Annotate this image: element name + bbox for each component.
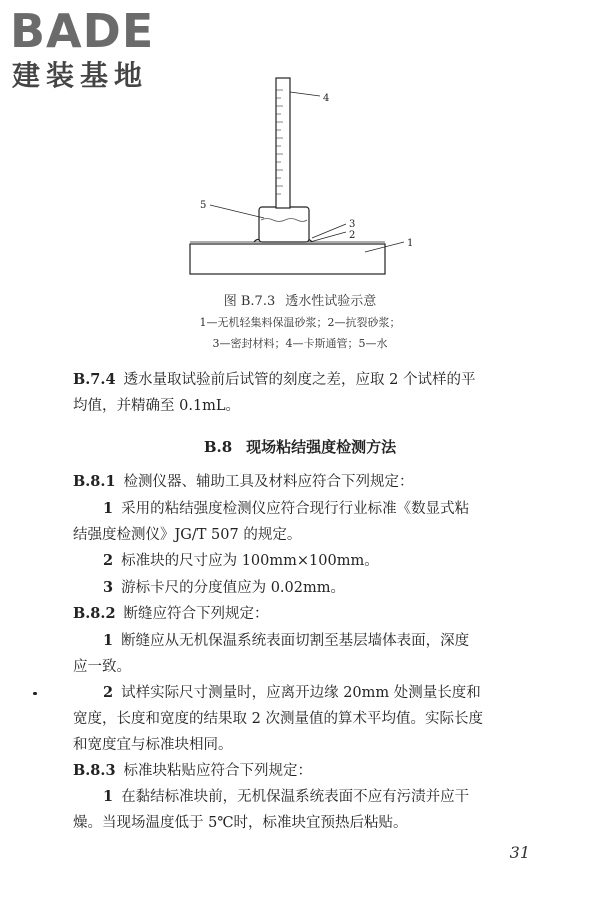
- item-b81-1-line-1: [103, 499, 600, 519]
- item-number: 1: [103, 500, 114, 517]
- figure-legend-line-2: 3—密封材料；4—卡斯通管；5—水: [212, 337, 388, 350]
- logo-subtitle: 建装基地: [12, 59, 149, 92]
- clause-b83: [73, 761, 573, 781]
- label-3: 3: [349, 219, 356, 230]
- item-b82-1-line-2: 应一致。: [73, 659, 131, 675]
- label-5: 5: [200, 200, 207, 211]
- leader-3: [312, 224, 346, 238]
- leader-5: [210, 205, 264, 218]
- item-b81-2: [103, 551, 600, 571]
- logo-wordmark: BADE: [10, 4, 155, 58]
- leader-2: [310, 232, 346, 242]
- label-2: 2: [349, 230, 356, 241]
- label-4: 4: [323, 93, 330, 104]
- item-text: 标准块的尺寸应为 100mm×100mm。: [121, 553, 379, 569]
- figure-caption-title: 透水性试验示意: [285, 294, 377, 309]
- section-number: B.8: [203, 438, 233, 456]
- item-number: 1: [103, 632, 114, 649]
- item-b81-1-line-2: 结强度检测仪》JG/T 507 的规定。: [73, 527, 302, 543]
- clause-text: 标准块粘贴应符合下列规定：: [123, 763, 313, 779]
- item-b82-2-line-2: 宽度，长度和宽度的结果取 2 次测量值的算术平均值。实际长度: [73, 711, 483, 727]
- page-number: 31: [509, 843, 530, 862]
- item-text: 采用的粘结强度检测仪应符合现行行业标准《数显式粘: [121, 501, 470, 517]
- clause-b74-line-2: 均值，并精确至 0.1mL。: [73, 398, 241, 414]
- clause-number: B.7.4: [73, 371, 116, 388]
- clause-text: 透水量取试验前后试管的刻度之差，应取 2 个试样的平: [123, 372, 476, 388]
- item-b82-2-line-3: 和宽度宜与标准块相同。: [73, 737, 233, 753]
- item-text: 游标卡尺的分度值应为 0.02mm。: [121, 580, 345, 596]
- figure-caption-number: 图 B.7.3: [223, 294, 276, 309]
- clause-number: B.8.3: [73, 762, 116, 779]
- item-b82-1-line-1: [103, 631, 600, 651]
- figure-legend-line-1: 1—无机轻集料保温砂浆；2—抗裂砂浆；: [199, 316, 401, 329]
- item-number: 2: [103, 552, 114, 569]
- item-text: 在黏结标准块前，无机保温系统表面不应有污渍并应干: [121, 789, 470, 805]
- item-b83-1-line-2: 燥。当现场温度低于 5℃时，标准块宜预热后粘贴。: [73, 815, 408, 831]
- section-title: 现场粘结强度检测方法: [246, 438, 397, 456]
- figure-caption: [0, 290, 600, 309]
- item-text: 断缝应从无机保温系统表面切割至基层墙体表面，深度: [121, 633, 470, 649]
- clause-b74-line-1: [73, 370, 573, 390]
- permeability-test-diagram: [180, 72, 430, 284]
- insulation-mortar-slab: [190, 244, 385, 274]
- leader-4: [290, 92, 320, 96]
- clause-text: 检测仪器、辅助工具及材料应符合下列规定：: [123, 474, 414, 490]
- item-text: 试样实际尺寸测量时，应离开边缘 20mm 处测量长度和: [121, 685, 481, 701]
- water-cup: [259, 207, 309, 242]
- logo: [10, 6, 180, 96]
- label-1: 1: [407, 238, 414, 249]
- item-b83-1-line-1: [103, 787, 600, 807]
- clause-text: 断缝应符合下列规定：: [123, 606, 269, 622]
- item-b81-3: [103, 578, 600, 598]
- item-number: 1: [103, 788, 114, 805]
- clause-b81: [73, 472, 573, 492]
- scan-speck: [33, 692, 37, 695]
- item-number: 3: [103, 579, 114, 596]
- clause-number: B.8.2: [73, 605, 116, 622]
- section-heading-b8: [0, 436, 600, 457]
- clause-b82: [73, 604, 573, 624]
- clause-number: B.8.1: [73, 473, 116, 490]
- item-b82-2-line-1: [103, 683, 600, 703]
- karsten-tube: [276, 78, 290, 208]
- item-number: 2: [103, 684, 114, 701]
